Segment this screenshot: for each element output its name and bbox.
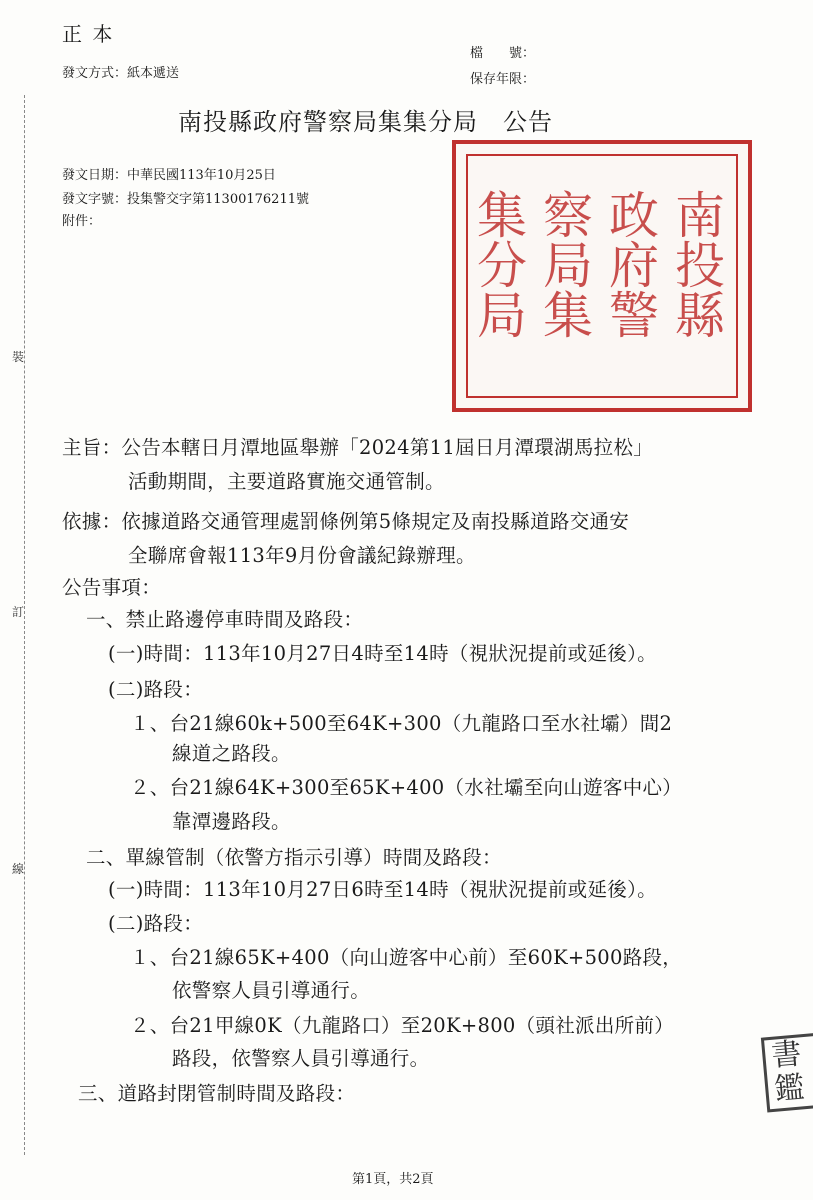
document-number: 發文字號：投集警交字第11300176211號 [62, 192, 309, 207]
section2-item2-line1: ２、台21甲線0K（九龍路口）至20K+800（頭社派出所前） [130, 1014, 675, 1037]
seal-column-3: 察局集 [535, 189, 593, 339]
official-seal [452, 140, 752, 412]
section2-item1-line1: １、台21線65K+400（向山遊客中心前）至60K+500路段， [130, 946, 683, 969]
binding-mark-xian: 線 [12, 862, 25, 876]
section1-time: (一)時間：113年10月27日4時至14時（視狀況提前或延後）。 [108, 642, 657, 665]
file-number-label: 檔 號： [470, 46, 536, 61]
page-number: 第1頁，共2頁 [352, 1172, 434, 1187]
seal-column-2: 政府警 [601, 189, 659, 339]
binding-line [24, 95, 25, 1155]
section2-item2-line2: 路段，依警察人員引導通行。 [172, 1047, 430, 1070]
retention-label: 保存年限： [470, 72, 536, 87]
subject-line-1: 主旨：公告本轄日月潭地區舉辦「2024第11屆日月潭環湖馬拉松」 [62, 436, 654, 459]
section1-item2-line2: 靠潭邊路段。 [172, 810, 291, 833]
section1-item1-line2: 線道之路段。 [172, 742, 291, 765]
seal-column-4: 集分局 [469, 189, 527, 339]
section2-item1-line2: 依警察人員引導通行。 [172, 979, 371, 1002]
attachment-label: 附件： [62, 214, 102, 229]
subject-line-2: 活動期間，主要道路實施交通管制。 [128, 470, 445, 493]
binding-mark-ding: 訂 [12, 605, 25, 619]
document-title: 南投縣政府警察局集集分局 公告 [178, 108, 553, 136]
section1-item1-line1: １、台21線60k+500至64K+300（九龍路口至水社壩）間2 [130, 712, 673, 735]
binding-mark-zhuang: 裝 [12, 350, 25, 364]
section2-time: (一)時間：113年10月27日6時至14時（視狀況提前或延後）。 [108, 878, 657, 901]
seal-column-1: 南投縣 [667, 189, 725, 339]
section1-road-label: (二)路段： [108, 678, 204, 701]
basis-line-1: 依據：依據道路交通管理處罰條例第5條規定及南投縣道路交通安 [62, 510, 630, 533]
seal-stamp-partial: 書 鑑 [761, 1033, 813, 1113]
section2-heading: 二、單線管制（依警方指示引導）時間及路段： [86, 846, 502, 869]
section1-heading: 一、禁止路邊停車時間及路段： [86, 608, 364, 631]
basis-line-2: 全聯席會報113年9月份會議紀錄辦理。 [128, 544, 476, 567]
section2-road-label: (二)路段： [108, 912, 204, 935]
section1-item2-line1: ２、台21線64K+300至65K+400（水社壩至向山遊客中心） [130, 776, 683, 799]
copy-mark: 正 本 [62, 22, 115, 46]
issue-date: 發文日期：中華民國113年10月25日 [62, 168, 276, 183]
send-method: 發文方式：紙本遞送 [62, 66, 180, 81]
notice-heading: 公告事項： [62, 576, 162, 599]
section3-heading: 三、道路封閉管制時間及路段： [78, 1082, 356, 1105]
